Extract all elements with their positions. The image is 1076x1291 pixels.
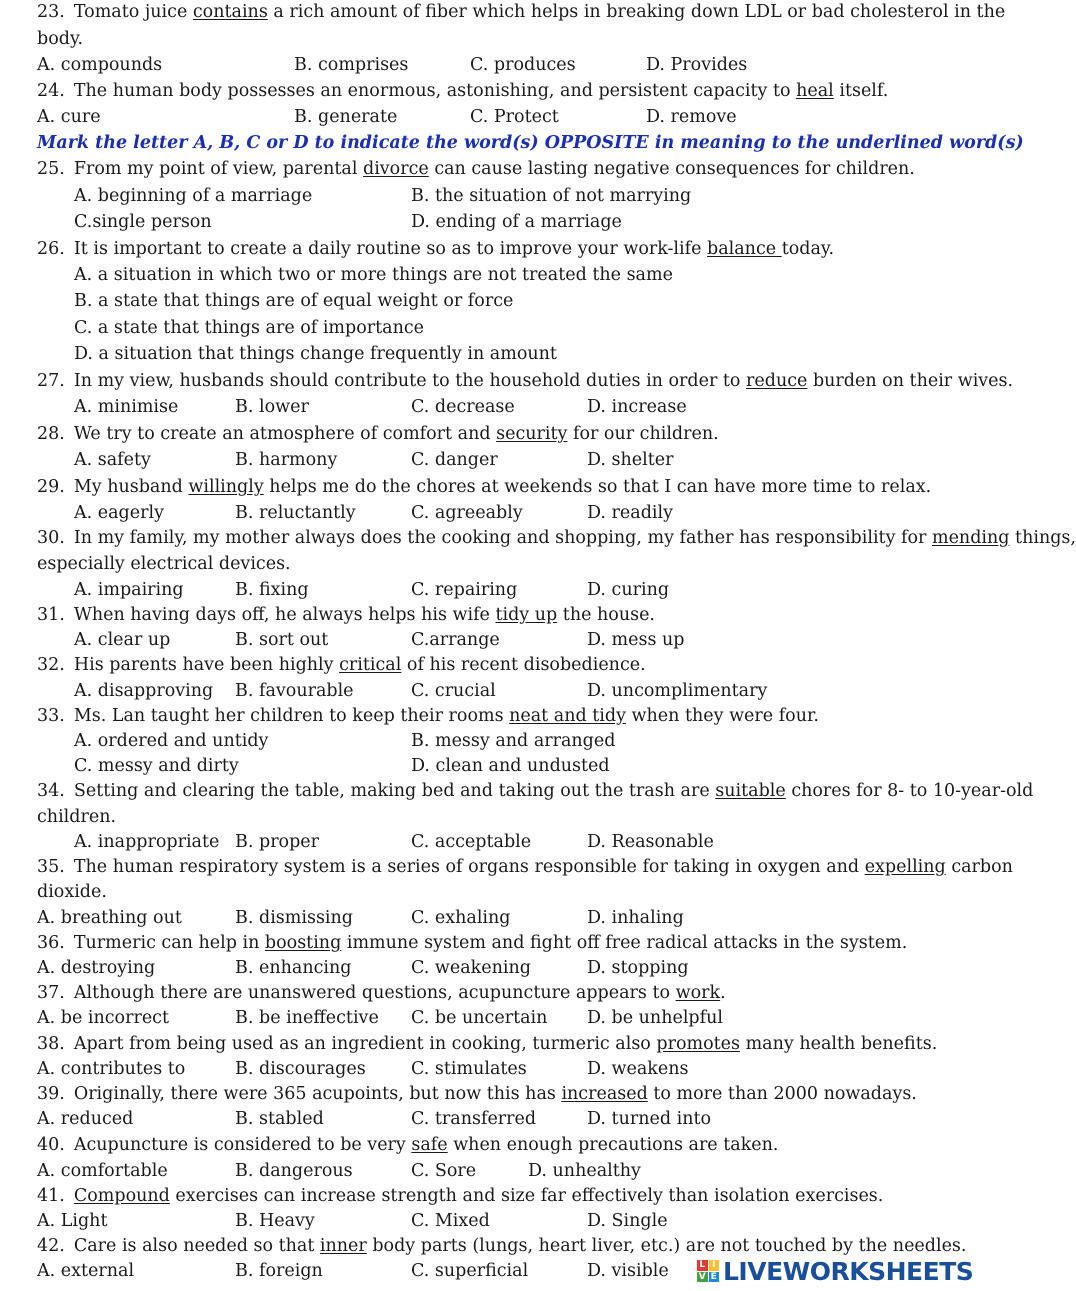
options-29 — [0, 503, 1000, 523]
option-b[interactable]: B. enhancing — [235, 958, 352, 978]
option-b[interactable]: B. dangerous — [235, 1161, 353, 1181]
underlined-word: increased — [561, 1084, 648, 1104]
options-35 — [0, 908, 1000, 928]
option-c[interactable]: C. messy and dirty — [74, 756, 239, 776]
option-a[interactable]: A. minimise — [74, 397, 179, 417]
option-b[interactable]: B. fixing — [235, 580, 309, 600]
option-b[interactable]: B. dismissing — [235, 908, 353, 928]
question-23-continued: body. — [37, 29, 84, 49]
underlined-word: promotes — [656, 1034, 741, 1054]
option-b[interactable]: B. proper — [235, 832, 320, 852]
options-37 — [0, 1008, 1000, 1028]
options-34 — [0, 832, 1000, 852]
option-c[interactable]: C. acceptable — [411, 832, 532, 852]
option-c[interactable]: C. produces — [470, 55, 576, 75]
underlined-word: neat and tidy — [509, 706, 626, 726]
option-b[interactable]: B. sort out — [235, 630, 329, 650]
option-a[interactable]: A. eagerly — [74, 503, 164, 523]
underlined-word: suitable — [715, 781, 786, 801]
question-30: 30. In my family, my mother always does the cooking and shopping, my father has responsibility for mending things, — [37, 528, 1076, 548]
option-c[interactable]: C. crucial — [411, 681, 496, 701]
options-33-row2 — [0, 756, 1000, 776]
option-b[interactable]: B. be ineffective — [235, 1008, 379, 1028]
question-38: 38. Apart from being used as an ingredient in cooking, turmeric also promotes many health benefits. — [37, 1034, 938, 1054]
option-b[interactable]: B. messy and arranged — [411, 731, 616, 751]
option-d[interactable]: D. remove — [646, 107, 737, 127]
option-d[interactable]: D. clean and undusted — [411, 756, 610, 776]
option-b[interactable]: B. stabled — [235, 1109, 324, 1129]
option-d[interactable]: D. be unhelpful — [587, 1008, 723, 1028]
liveworksheets-logo — [697, 1258, 973, 1284]
logo-mark-letter: L — [697, 1260, 708, 1271]
options-31 — [0, 630, 1000, 650]
option-a[interactable]: A. contributes to — [37, 1059, 186, 1079]
option-c[interactable]: C. danger — [411, 450, 498, 470]
option-d[interactable]: D. weakens — [587, 1059, 689, 1079]
options-26 — [0, 318, 1000, 338]
option-c[interactable]: C.arrange — [411, 630, 500, 650]
option-a[interactable]: A. a situation in which two or more things are not treated the same — [74, 265, 673, 285]
option-c[interactable]: C. Protect — [470, 107, 559, 127]
underlined-word: mending — [931, 528, 1010, 548]
question-34-continued: children. — [37, 807, 117, 827]
question-31: 31. When having days off, he always helps his wife tidy up the house. — [37, 605, 655, 625]
option-b[interactable]: B. generate — [294, 107, 398, 127]
option-b[interactable]: B. comprises — [294, 55, 409, 75]
options-23 — [0, 55, 1000, 75]
options-24 — [0, 107, 1000, 127]
underlined-word: balance — [707, 239, 782, 259]
option-b[interactable]: B. a state that things are of equal weight or force — [74, 291, 514, 311]
option-a[interactable]: A. ordered and untidy — [74, 731, 269, 751]
option-d[interactable]: D. increase — [587, 397, 687, 417]
option-a[interactable]: A. comfortable — [37, 1161, 168, 1181]
question-29: 29. My husband willingly helps me do the chores at weekends so that I can have more time to relax. — [37, 477, 932, 497]
options-26 — [0, 265, 1000, 285]
option-c[interactable]: C. weakening — [411, 958, 531, 978]
question-26: 26. It is important to create a daily routine so as to improve your work-life balance today. — [37, 239, 835, 259]
options-41 — [0, 1211, 1000, 1231]
option-a[interactable]: A. disapproving — [74, 681, 214, 701]
underlined-word: safe — [411, 1135, 448, 1155]
question-28: 28. We try to create an atmosphere of comfort and security for our children. — [37, 424, 719, 444]
question-34: 34. Setting and clearing the table, making bed and taking out the trash are suitable chores for 8- to 10-year-old — [37, 781, 1034, 801]
underlined-word: willingly — [188, 477, 264, 497]
option-c[interactable]: C. decrease — [411, 397, 515, 417]
option-d[interactable]: D. Single — [587, 1211, 668, 1231]
question-36: 36. Turmeric can help in boosting immune system and fight off free radical attacks in the system. — [37, 933, 908, 953]
option-c[interactable]: C.single person — [74, 212, 212, 232]
underlined-word: tidy up — [495, 605, 558, 625]
question-32: 32. His parents have been highly critical of his recent disobedience. — [37, 655, 646, 675]
question-23: 23. Tomato juice contains a rich amount of fiber which helps in breaking down LDL or bad cholesterol in the — [37, 2, 1006, 22]
underlined-word: critical — [339, 655, 402, 675]
option-a[interactable]: A. safety — [74, 450, 151, 470]
question-40: 40. Acupuncture is considered to be very safe when enough precautions are taken. — [37, 1135, 779, 1155]
option-b[interactable]: B. favourable — [235, 681, 354, 701]
underlined-word: reduce — [746, 371, 808, 391]
question-27: 27. In my view, husbands should contribute to the household duties in order to reduce burden on their wives. — [37, 371, 1014, 391]
option-d[interactable]: D. inhaling — [587, 908, 684, 928]
question-35-continued: dioxide. — [37, 882, 107, 902]
options-33-row1 — [0, 731, 1000, 751]
options-38 — [0, 1059, 1000, 1079]
option-a[interactable]: A. compounds — [37, 55, 163, 75]
option-a[interactable]: A. inappropriate — [74, 832, 220, 852]
option-a[interactable]: A. external — [37, 1261, 135, 1281]
question-35: 35. The human respiratory system is a series of organs responsible for taking in oxygen and expelling carbon — [37, 857, 1013, 877]
section-instruction: Mark the letter A, B, C or D to indicate the word(s) OPPOSITE in meaning to the underlined word(s) — [37, 133, 1024, 153]
option-a[interactable]: A. impairing — [74, 580, 184, 600]
question-25: 25. From my point of view, parental divorce can cause lasting negative consequences for children. — [37, 159, 915, 179]
options-25-row1 — [0, 186, 1000, 206]
logo-text: LIVEWORKSHEETS — [723, 1256, 974, 1286]
option-c[interactable]: C. stimulates — [411, 1059, 527, 1079]
option-a[interactable]: A. reduced — [37, 1109, 134, 1129]
options-25-row2 — [0, 212, 1000, 232]
question-24: 24. The human body possesses an enormous, astonishing, and persistent capacity to heal itself. — [37, 81, 889, 101]
option-c[interactable]: C. Mixed — [411, 1211, 490, 1231]
option-b[interactable]: B. foreign — [235, 1261, 323, 1281]
option-d[interactable]: D. readily — [587, 503, 673, 523]
underlined-word: boosting — [264, 933, 342, 953]
options-27 — [0, 397, 1000, 417]
option-a[interactable]: A. cure — [37, 107, 101, 127]
option-d[interactable]: D. Reasonable — [587, 832, 714, 852]
option-b[interactable]: B. lower — [235, 397, 309, 417]
logo-mark-letter: I — [709, 1260, 720, 1271]
option-d[interactable]: D. visible — [587, 1261, 669, 1281]
option-a[interactable]: A. breathing out — [37, 908, 182, 928]
option-d[interactable]: D. uncomplimentary — [587, 681, 768, 701]
option-a[interactable]: A. be incorrect — [37, 1008, 170, 1028]
option-c[interactable]: C. agreeably — [411, 503, 523, 523]
option-c[interactable]: C. exhaling — [411, 908, 511, 928]
option-d[interactable]: D. stopping — [587, 958, 689, 978]
option-d[interactable]: D. curing — [587, 580, 670, 600]
option-b[interactable]: B. harmony — [235, 450, 338, 470]
option-c[interactable]: C. repairing — [411, 580, 518, 600]
option-c[interactable]: C. Sore — [411, 1161, 477, 1181]
underlined-word: work — [675, 983, 721, 1003]
option-a[interactable]: A. beginning of a marriage — [74, 186, 313, 206]
option-d[interactable]: D. shelter — [587, 450, 674, 470]
option-a[interactable]: A. clear up — [74, 630, 171, 650]
option-d[interactable]: D. Provides — [646, 55, 748, 75]
underlined-word: heal — [796, 81, 834, 101]
option-c[interactable]: C. transferred — [411, 1109, 537, 1129]
question-39: 39. Originally, there were 365 acupoints, but now this has increased to more than 2000 nowadays. — [37, 1084, 917, 1104]
underlined-word: inner — [319, 1236, 367, 1256]
logo-mark-letter: E — [709, 1272, 720, 1283]
question-41: 41. Compound exercises can increase strength and size far effectively than isolation exercises. — [37, 1186, 884, 1206]
logo-mark-letter: V — [698, 1271, 706, 1282]
option-c[interactable]: C. be uncertain — [411, 1008, 548, 1028]
options-32 — [0, 681, 1000, 701]
option-a[interactable]: A. destroying — [37, 958, 156, 978]
option-d[interactable]: D. turned into — [587, 1109, 712, 1129]
option-b[interactable]: B. Heavy — [235, 1211, 315, 1231]
liveworksheets-logo-icon — [697, 1260, 719, 1282]
options-26 — [0, 291, 1000, 311]
option-d[interactable]: D. mess up — [587, 630, 685, 650]
question-42: 42. Care is also needed so that inner body parts (lungs, heart liver, etc.) are not touched by the needles. — [37, 1236, 967, 1256]
options-39 — [0, 1109, 1000, 1129]
option-d[interactable]: D. unhealthy — [528, 1161, 641, 1181]
option-a[interactable]: A. Light — [37, 1211, 108, 1231]
question-37: 37. Although there are unanswered questions, acupuncture appears to work. — [37, 983, 726, 1003]
question-33: 33. Ms. Lan taught her children to keep their rooms neat and tidy when they were four. — [37, 706, 819, 726]
option-d[interactable]: D. ending of a marriage — [411, 212, 622, 232]
underlined-word: expelling — [864, 857, 946, 877]
options-36 — [0, 958, 1000, 978]
option-b[interactable]: B. the situation of not marrying — [411, 186, 692, 206]
options-40 — [0, 1161, 1000, 1181]
option-c[interactable]: C. a state that things are of importance — [74, 318, 425, 338]
option-b[interactable]: B. reluctantly — [235, 503, 356, 523]
option-d[interactable]: D. a situation that things change frequently in amount — [74, 344, 557, 364]
option-c[interactable]: C. superficial — [411, 1261, 529, 1281]
options-26 — [0, 344, 1000, 364]
option-b[interactable]: B. discourages — [235, 1059, 366, 1079]
underlined-word: Compound — [73, 1186, 170, 1206]
question-30-continued: especially electrical devices. — [37, 554, 291, 574]
underlined-word: security — [496, 424, 568, 444]
options-28 — [0, 450, 1000, 470]
options-30 — [0, 580, 1000, 600]
underlined-word: contains — [192, 2, 268, 22]
underlined-word: divorce — [363, 159, 429, 179]
